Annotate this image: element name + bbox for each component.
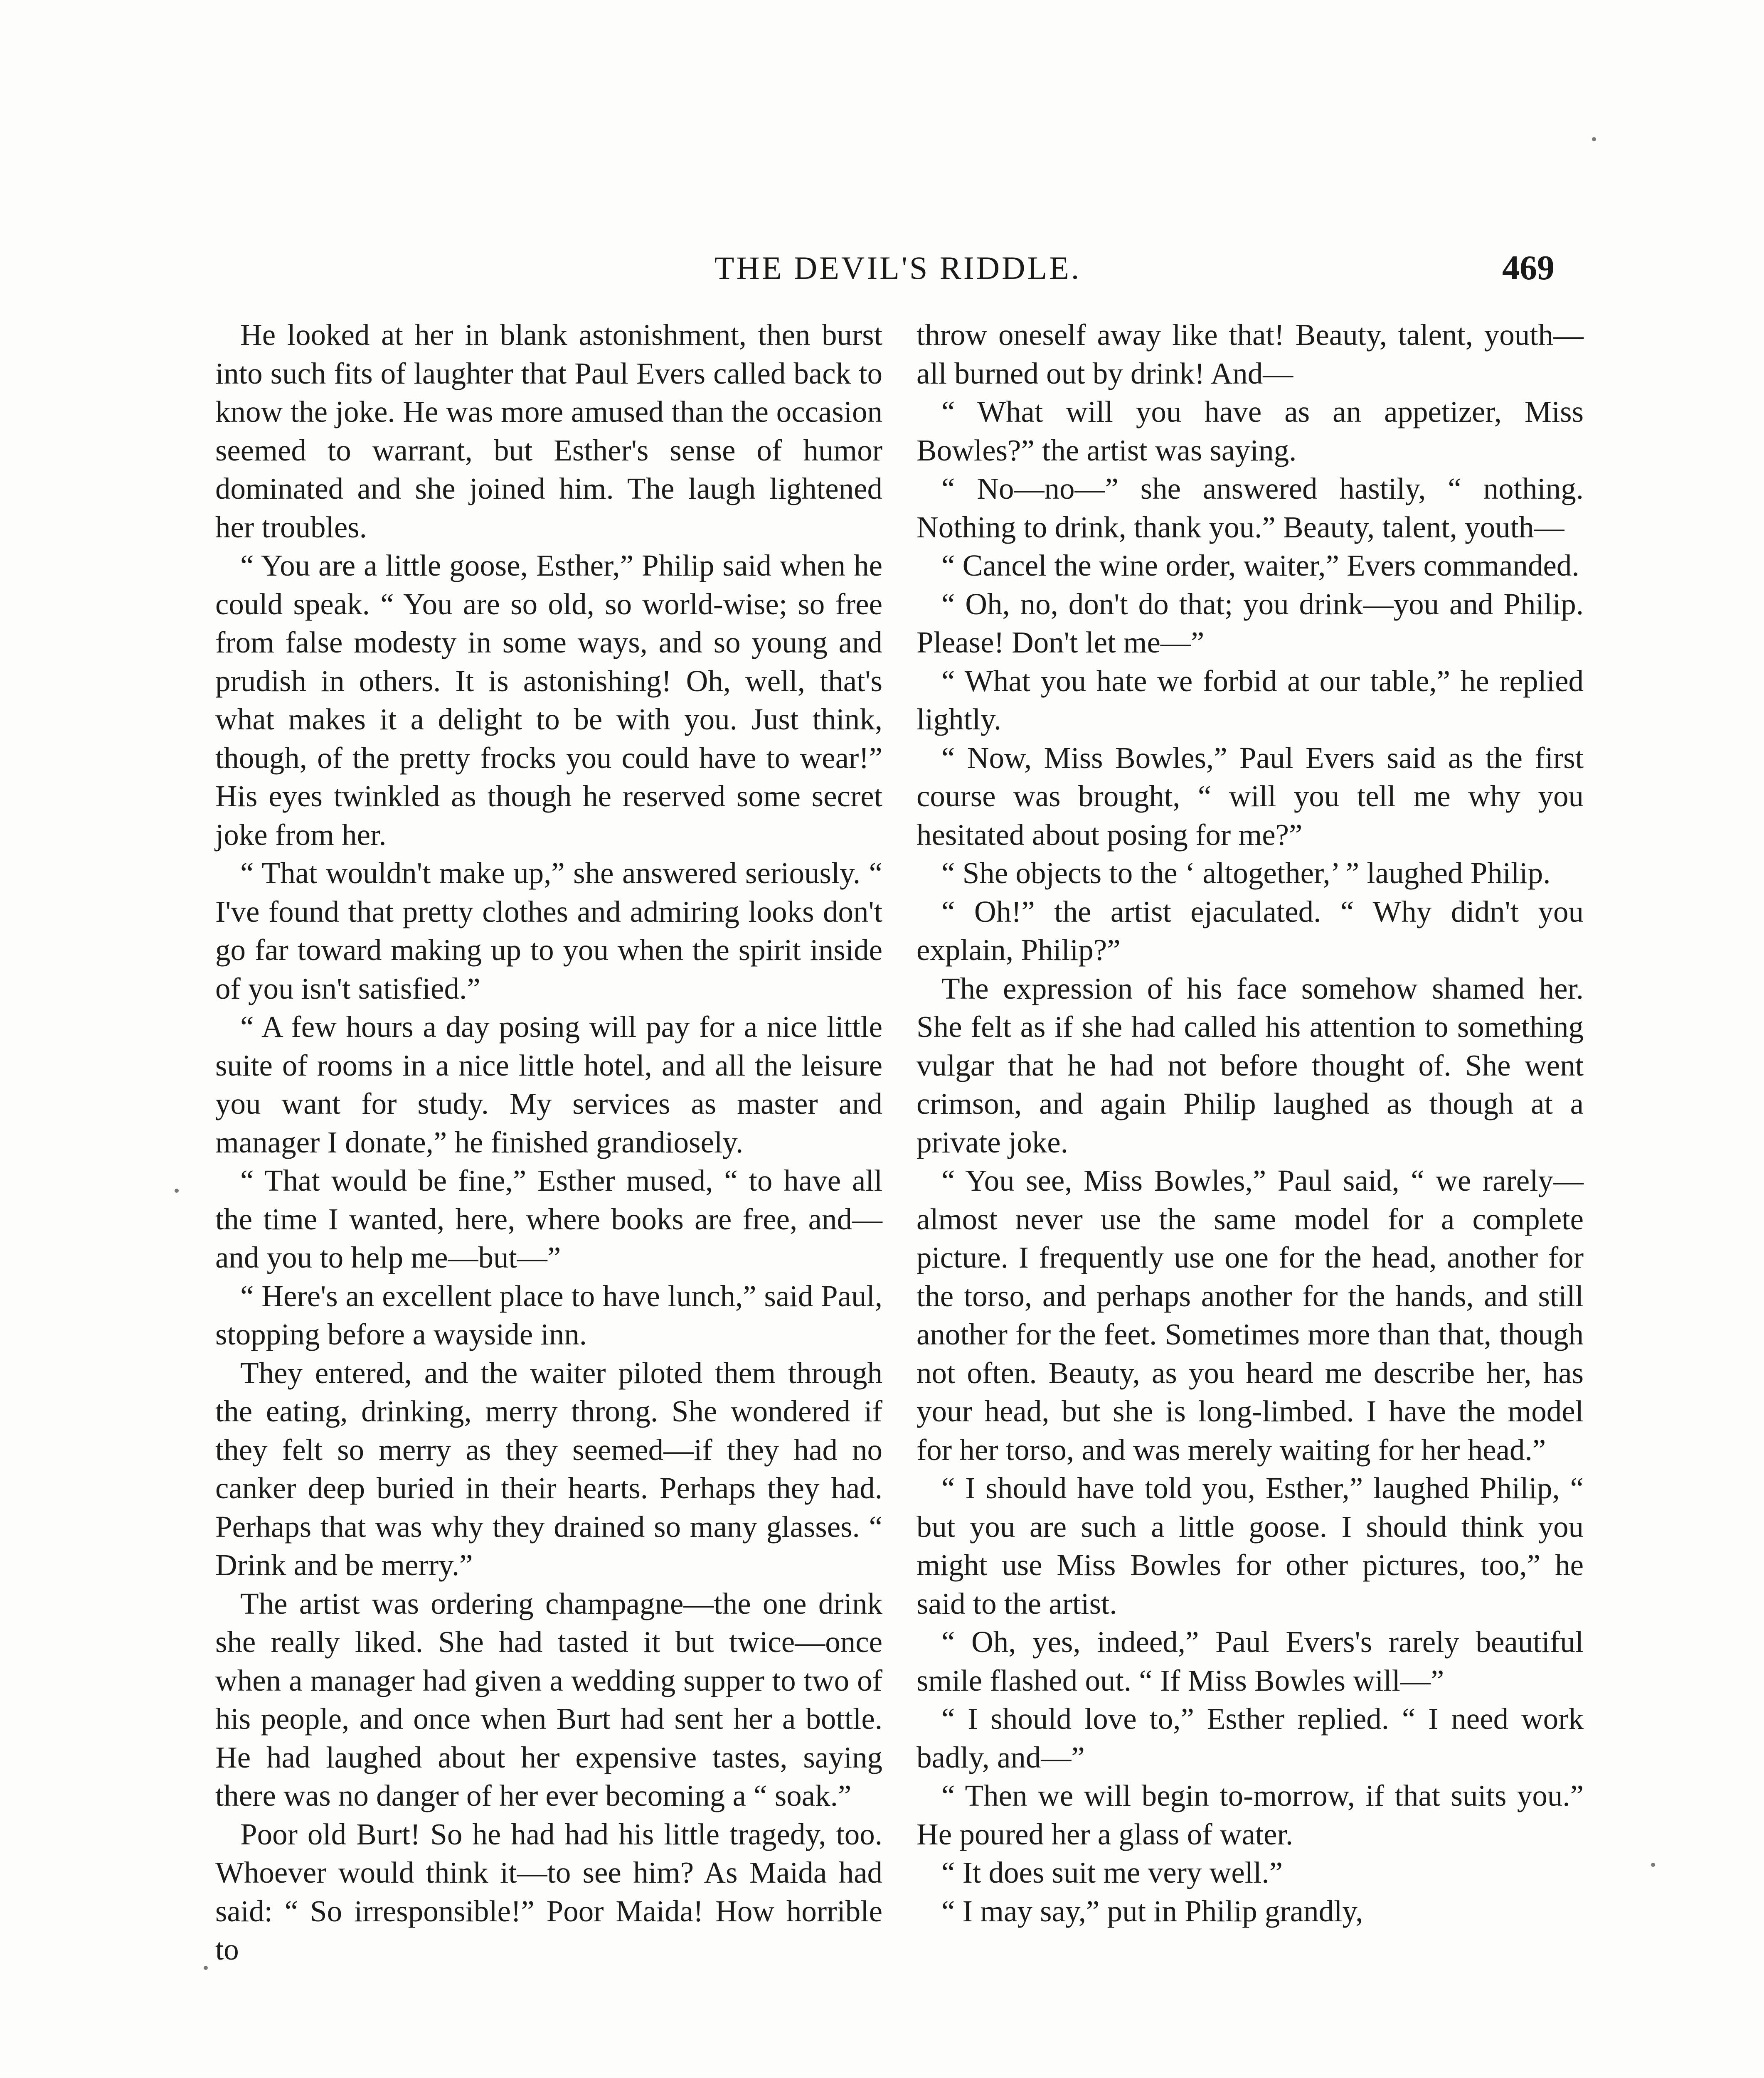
scan-speck	[1592, 137, 1596, 141]
scan-speck	[204, 1966, 208, 1970]
left-column	[215, 316, 882, 2078]
running-header	[0, 249, 1764, 295]
scan-speck	[1651, 1863, 1655, 1867]
paragraph: “ Then we will begin to-morrow, if that suits you.” He poured her a glass of water.	[916, 1779, 1584, 1851]
paragraph: “ You are a little goose, Esther,” Philip said when he could speak. “ You are so old, so world-wise; so free from false modesty in some ways, and so young and prudish in others. It is astonishing! Oh, well, that's what makes it a delight to be with you. Just think, though, of the pretty frocks you could have to wear!” His eyes twinkled as though he reserved some secret joke from her.	[215, 549, 882, 852]
paragraph: The artist was ordering champagne—the one drink she really liked. She had tasted it but twice—once when a manager had given a wedding supper to two of his people, and once when Burt had sent her a bottle. He had laughed about her expensive tastes, saying there was no danger of her ever becoming a “ soak.”	[215, 1586, 882, 1812]
paragraph: “ What will you have as an appetizer, Miss Bowles?” the artist was saying.	[916, 395, 1584, 467]
scan-speck	[175, 1189, 179, 1193]
paragraph: “ That would be fine,” Esther mused, “ to have all the time I wanted, here, where books are free, and—and you to help me—but—”	[215, 1164, 882, 1274]
paragraph: “ That wouldn't make up,” she answered seriously. “ I've found that pretty clothes and admiring looks don't go far toward making up to you when the spirit inside of you isn't satisfied.”	[215, 856, 882, 1005]
paragraph: “ Here's an excellent place to have lunch,” said Paul, stopping before a wayside inn.	[215, 1279, 882, 1351]
paragraph: “ Oh, no, don't do that; you drink—you and Philip. Please! Don't let me—”	[916, 587, 1584, 659]
paragraph: “ You see, Miss Bowles,” Paul said, “ we rarely—almost never use the same model for a complete picture. I frequently use one for the head, another for the torso, and perhaps another for the hands, and still another for the feet. Sometimes more than that, though not often. Beauty, as you heard me describe her, has your head, but she is long-limbed. I have the model for her torso, and was merely waiting for her head.”	[916, 1164, 1584, 1467]
paragraph: Poor old Burt! So he had had his little tragedy, too. Whoever would think it—to see him? As Maida had said: “ So irresponsible!” Poor Maida! How horrible to	[215, 1817, 882, 1966]
running-title: THE DEVIL'S RIDDLE.	[714, 250, 1082, 286]
paragraph-continued: throw oneself away like that! Beauty, talent, youth—all burned out by drink! And—	[916, 318, 1584, 390]
paragraph: “ She objects to the ‘ altogether,’ ” laughed Philip.	[941, 856, 1551, 890]
paragraph: “ I should love to,” Esther replied. “ I need work badly, and—”	[916, 1702, 1584, 1774]
paragraph: “ Cancel the wine order, waiter,” Evers commanded.	[941, 549, 1579, 582]
paragraph: The expression of his face somehow shamed her. She felt as if she had called his attention to something vulgar that he had not before thought of. She went crimson, and again Philip laughed as though at a private joke.	[916, 971, 1584, 1159]
paragraph: “ Oh, yes, indeed,” Paul Evers's rarely beautiful smile flashed out. “ If Miss Bowles will—”	[916, 1625, 1584, 1697]
page-number: 469	[1502, 249, 1555, 287]
paragraph: “ Now, Miss Bowles,” Paul Evers said as the first course was brought, “ will you tell me why you hesitated about posing for me?”	[916, 741, 1584, 852]
paragraph: “ It does suit me very well.”	[941, 1856, 1283, 1889]
paragraph: He looked at her in blank astonishment, then burst into such fits of laughter that Paul Evers called back to know the joke. He was more amused than the occasion seemed to warrant, but Esther's sense of humor dominated and she joined him. The laugh lightened her troubles.	[215, 318, 882, 544]
right-column	[916, 316, 1584, 2078]
paragraph: “ What you hate we forbid at our table,” he replied lightly.	[916, 664, 1584, 736]
paragraph: “ A few hours a day posing will pay for a nice little suite of rooms in a nice little hotel, and all the leisure you want for study. My services as master and manager I donate,” he finished grandiosely.	[215, 1010, 882, 1159]
paragraph: They entered, and the waiter piloted them through the eating, drinking, merry throng. She wondered if they felt so merry as they seemed—if they had no canker deep buried in their hearts. Perhaps they had. Perhaps that was why they drained so many glasses. “ Drink and be merry.”	[215, 1356, 882, 1582]
paragraph: “ No—no—” she answered hastily, “ nothing. Nothing to drink, thank you.” Beauty, talent, youth—	[916, 472, 1584, 544]
paragraph: “ I may say,” put in Philip grandly,	[941, 1894, 1363, 1928]
paragraph: “ Oh!” the artist ejaculated. “ Why didn't you explain, Philip?”	[916, 894, 1584, 967]
paragraph: “ I should have told you, Esther,” laughed Philip, “ but you are such a little goose. I should think you might use Miss Bowles for other pictures, too,” he said to the artist.	[916, 1471, 1584, 1620]
